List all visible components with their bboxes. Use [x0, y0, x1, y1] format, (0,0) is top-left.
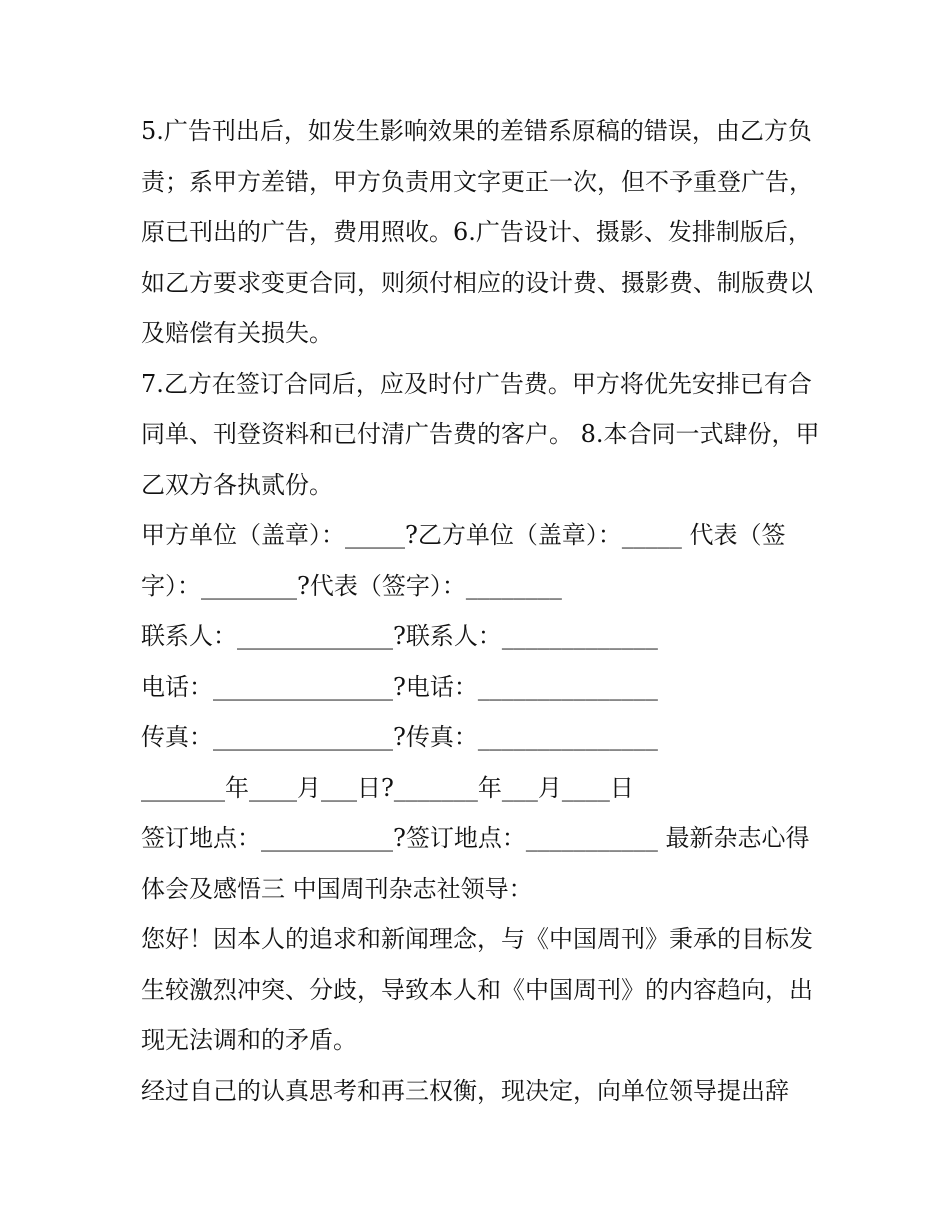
- contact-person-line: 联系人：_____________?联系人：_____________: [141, 622, 658, 650]
- phone-line: 电话：_______________?电话：_______________: [141, 672, 658, 701]
- paragraph-signing-place-and-letter-header: 签订地点：___________?签订地点：___________ 最新杂志心得体会及感悟三 中国周刊杂志社领导：: [141, 824, 810, 903]
- paragraph-ad-errors-and-design-fees: 5.广告刊出后，如发生影响效果的差错系原稿的错误，由乙方负责；系甲方差错，甲方负责用文字更正一次，但不予重登广告，原已刊出的广告，费用照收。6.广告设计、摄影、发排制版后，如乙方要求变更合同，则须付相应的设计费、摄影费、制版费以及赔偿有关损失。: [141, 117, 813, 347]
- paragraph-payment-and-copies: 7.乙方在签订合同后，应及时付广告费。甲方将优先安排已有合同单、刊登资料和已付清广告费的客户。 8.本合同一式肆份，甲乙双方各执贰份。: [141, 369, 820, 499]
- paragraph-party-signatures: 甲方单位（盖章）：_____?乙方单位（盖章）：_____ 代表（签字）：________?代表（签字）：________: [141, 521, 786, 600]
- date-line: _______年____月___日?_______年___月____日: [141, 773, 634, 802]
- paragraph-letter-decision: 经过自己的认真思考和再三权衡，现决定，向单位领导提出辞: [141, 1076, 789, 1105]
- fax-line: 传真：_______________?传真：_______________: [141, 723, 658, 751]
- document-body: [141, 106, 821, 1116]
- paragraph-letter-greeting: 您好！因本人的追求和新闻理念，与《中国周刊》秉承的目标发生较激烈冲突、分歧，导致本人和《中国周刊》的内容趋向，出现无法调和的矛盾。: [141, 925, 813, 1054]
